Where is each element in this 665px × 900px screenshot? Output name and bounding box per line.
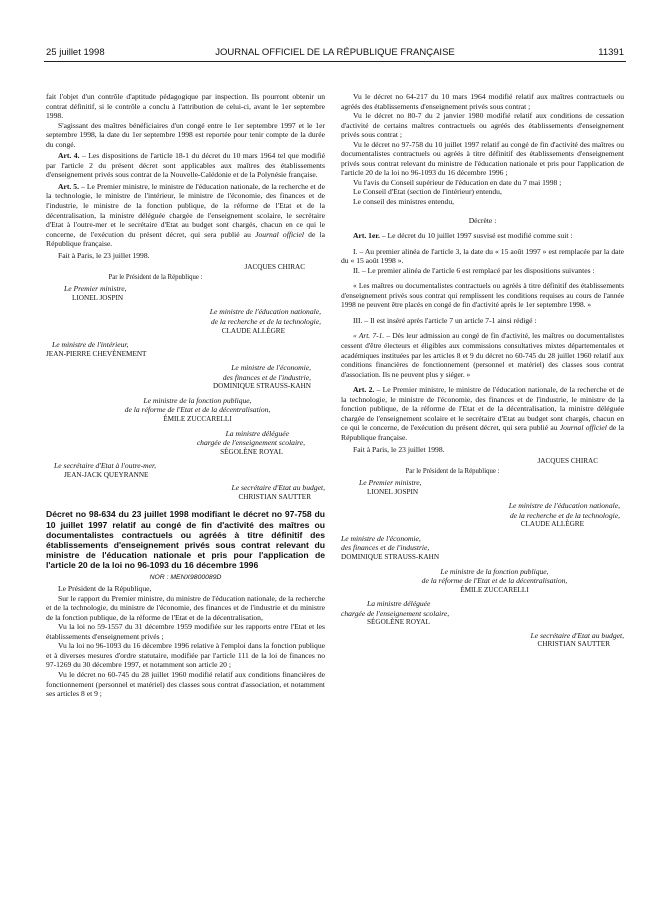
signatory-title: Le ministre de l'éducation nationale, bbox=[209, 307, 321, 317]
signatory-title: des finances et de l'industrie, bbox=[222, 372, 311, 382]
article-label: Art. 5. bbox=[58, 181, 79, 191]
article-text-end: de la République française. bbox=[341, 423, 624, 442]
paragraph: fait l'objet d'un contrôle d'aptitude pédagogique par inspection. Ils pourront obtenir un contrat définitif, si le contrôle a conclu à l'attribution de celui-ci, avant le 1er septembre 1998. bbox=[46, 92, 325, 121]
signatory-name: CHRISTIAN SAUTTER bbox=[537, 640, 610, 649]
signatory-title: chargée de l'enseignement scolaire, bbox=[341, 608, 450, 618]
header-date: 25 juillet 1998 bbox=[46, 47, 105, 58]
paragraph: Vu le décret no 80-7 du 2 janvier 1980 modifié relatif aux conditions de cessation d'activité de certains maîtres contractuels ou agréés des établissements d'enseignement privés sous contrat ; bbox=[341, 111, 624, 140]
paragraph: II. – Le premier alinéa de l'article 6 est remplacé par les dispositions suivantes : bbox=[353, 265, 595, 275]
signatory-name: SÉGOLÈNE ROYAL bbox=[220, 447, 283, 456]
page-header bbox=[46, 47, 624, 59]
paragraph: Vu le décret no 97-758 du 10 juillet 1997 relatif au congé de fin d'activité des maîtres ou documentalistes contractuels ou agréés à titre définitif des établissements d'enseignement privés sous contrat relevant du ministre de l'éducation nationale et pris pour l'application de l'article 20 de la loi no 96-1093 du 16 décembre 1996 ; bbox=[341, 139, 624, 178]
signatory-name: ÉMILE ZUCCARELLI bbox=[163, 414, 232, 423]
signatory-intro: Par le Président de la République : bbox=[108, 273, 203, 281]
article-2 bbox=[341, 385, 624, 442]
article-text: – Le Premier ministre, le ministre de l'éducation nationale, de la recherche et de la technologie, le ministre de l'économie, des finances et de l'industrie, le ministre de la fonction publique, de la réforme de l'Etat et de la décentralisation, la ministre déléguée chargée de l'enseignement scolaire et le secrétaire d'Etat au budget sont chargés, chacun en ce qui le concerne, de l'exécution du présent décret, qui sera publié au bbox=[341, 385, 624, 433]
signatory-title: Le Premier ministre, bbox=[359, 478, 422, 488]
journal-title: JOURNAL OFFICIEL DE LA RÉPUBLIQUE FRANÇAISE bbox=[215, 47, 455, 58]
paragraph: S'agissant des maîtres bénéficiaires d'un congé entre le 1er septembre 1997 et le 1er septembre 1998, la date du 1er septembre 1998 est reportée pour tenir compte de la durée du congé. bbox=[46, 120, 325, 149]
paragraph: Vu la loi no 59-1557 du 31 décembre 1959 modifiée sur les rapports entre l'Etat et les établissements d'enseignement privés ; bbox=[46, 622, 325, 641]
signatory-title: Le ministre de l'économie, bbox=[231, 363, 311, 373]
article-label: Art. 4. bbox=[58, 151, 80, 161]
article-text: – Le Premier ministre, le ministre de l'éducation nationale, de la recherche et de la technologie, le ministre de l'intérieur, le ministre de l'économie, des finances et de l'industrie, le ministre de la fonction publique, de la réforme de l'Etat et de la décentralisation, la ministre déléguée chargée de l'enseignement scolaire, le secrétaire d'Etat à l'outre-mer et le secrétaire d'Etat au budget sont chargés, chacun en ce qui le concerne, de l'exécution du présent décret, qui sera publié au bbox=[46, 181, 325, 239]
done-at: Fait à Paris, le 23 juillet 1998. bbox=[58, 250, 150, 260]
article-1 bbox=[341, 231, 624, 241]
header-rule bbox=[44, 61, 626, 62]
article-text-end: de la République française. bbox=[46, 229, 325, 249]
signatory-name: DOMINIQUE STRAUSS-KAHN bbox=[212, 382, 311, 391]
done-at: Fait à Paris, le 23 juillet 1998. bbox=[353, 444, 445, 454]
paragraph: Vu la loi no 96-1093 du 16 décembre 1996 relative à l'emploi dans la fonction publique et à diverses mesures d'ordre statutaire, modifiée par l'article 111 de la loi de finances no 97-1269 du 30 décembre 1997, et notamment son article 20 ; bbox=[46, 641, 325, 670]
signatory-name: SÉGOLÈNE ROYAL bbox=[367, 618, 430, 627]
signatory-title: Le ministre de la fonction publique, bbox=[440, 566, 549, 576]
signatures-block bbox=[341, 457, 624, 650]
signatory-name: LIONEL JOSPIN bbox=[72, 293, 124, 302]
paragraph: Vu le décret no 64-217 du 10 mars 1964 modifié relatif aux maîtres contractuels ou agréés des établissements d'enseignement privés sous contrat ; bbox=[341, 92, 624, 111]
article-4 bbox=[46, 151, 325, 180]
paragraph: Vu le décret no 60-745 du 28 juillet 1960 modifié relatif aux conditions financières de fonctionnement (personnel et matériel) des classes sous contrat d'association, et notamment ses articles 8 et 9 ; bbox=[46, 670, 325, 699]
signatures-block bbox=[46, 263, 325, 502]
signatory-name: ÉMILE ZUCCARELLI bbox=[460, 585, 529, 594]
journal-officiel-ref: Journal officiel bbox=[255, 229, 305, 239]
article-text: – Le décret du 10 juillet 1997 susvisé est modifié comme suit : bbox=[379, 231, 573, 241]
signatory-title: de la réforme de l'Etat et de la décentralisation, bbox=[421, 576, 568, 586]
signatory-title: Le ministre de l'intérieur, bbox=[52, 340, 129, 350]
signatory-title: chargée de l'enseignement scolaire, bbox=[196, 438, 305, 448]
article-text: – Les dispositions de l'article 18-1 du décret du 10 mars 1964 tel que modifié par l'article 2 du présent décret sont applicables aux maîtres des établissements d'enseignement privés sous contrat de la Nouvelle-Calédonie et de la Polynésie française. bbox=[46, 151, 325, 180]
signatory-title: Le secrétaire d'Etat au budget, bbox=[530, 630, 624, 640]
article-label: Art. 1er. bbox=[353, 231, 380, 241]
signatory-name: JEAN-JACK QUEYRANNE bbox=[64, 470, 149, 479]
signatory-title: Le ministre de la fonction publique, bbox=[143, 395, 252, 405]
signatory-title: Le secrétaire d'Etat à l'outre-mer, bbox=[54, 461, 157, 471]
signatory-title: Le ministre de l'économie, bbox=[341, 533, 421, 543]
signatory-title: La ministre déléguée bbox=[225, 428, 289, 438]
paragraph: III. – Il est inséré après l'article 7 un article 7-1 ainsi rédigé : bbox=[353, 315, 537, 325]
signatory-title: Le secrétaire d'Etat au budget, bbox=[231, 483, 325, 493]
nor-reference: NOR : MENX9800089D bbox=[149, 573, 222, 581]
paragraph: Sur le rapport du Premier ministre, du ministre de l'éducation nationale, de la recherche et de la technologie, du ministre de l'économie, des finances et de l'industrie et du ministre de la fonction publique, de la réforme de l'Etat et de la décentralisation, bbox=[46, 593, 325, 622]
signatory-name: DOMINIQUE STRAUSS-KAHN bbox=[341, 552, 440, 561]
paragraph: Le Conseil d'Etat (section de l'intérieur) entendu, bbox=[353, 187, 502, 197]
paragraph: Le Président de la République, bbox=[58, 584, 152, 594]
signatory-title: La ministre déléguée bbox=[367, 599, 431, 609]
signatory-title: Le Premier ministre, bbox=[64, 284, 127, 294]
journal-officiel-ref: Journal officiel bbox=[559, 423, 607, 433]
quoted-article bbox=[341, 331, 624, 379]
signatory-title: de la recherche et de la technologie, bbox=[509, 510, 620, 520]
signatory-title: de la recherche et de la technologie, bbox=[210, 317, 321, 327]
decrete-heading: Décrète : bbox=[468, 215, 497, 225]
article-text: – Dès leur admission au congé de fin d'activité, les maîtres ou documentalistes cessent d'être électeurs et éligibles aux commissions consultatives mixtes départementales et académiques instituées par les articles 8 et 9 du décret no 60-745 du 28 juillet 1960 relatif aux conditions financières de fonctionnement (personnel et matériel) des classes sous contrat d'association. Ils ne peuvent plus y siéger. » bbox=[341, 331, 624, 379]
article-label: Art. 2. bbox=[353, 385, 375, 395]
signatory-name: JACQUES CHIRAC bbox=[537, 457, 598, 466]
signatory-name: CHRISTIAN SAUTTER bbox=[238, 492, 311, 501]
paragraph: Vu l'avis du Conseil supérieur de l'éducation en date du 7 mai 1998 ; bbox=[353, 177, 562, 187]
article-label: « Art. 7-1. bbox=[353, 331, 385, 341]
paragraph: Le conseil des ministres entendu, bbox=[353, 197, 455, 207]
quoted-paragraph: « Les maîtres ou documentalistes contractuels ou agréés à titre définitif des établissements d'enseignement privés sous contrat qui remplissent les conditions requises au cours de l'année 1998 ne peuvent être placés en congé de fin d'activité après le 1er septembre 1998. » bbox=[341, 281, 624, 310]
paragraph: I. – Au premier alinéa de l'article 3, la date du « 15 août 1997 » est remplacée par la date du « 15 août 1998 ». bbox=[341, 246, 624, 266]
left-column bbox=[46, 92, 325, 699]
signatory-title: des finances et de l'industrie, bbox=[341, 543, 430, 553]
right-column bbox=[341, 92, 624, 650]
signatory-intro: Par le Président de la République : bbox=[405, 467, 500, 475]
article-5 bbox=[46, 182, 325, 249]
page-number: 11391 bbox=[598, 47, 624, 58]
signatory-title: de la réforme de l'Etat et de la décentralisation, bbox=[124, 405, 271, 415]
signatory-name: CLAUDE ALLÈGRE bbox=[520, 520, 584, 529]
signatory-name: JEAN-PIERRE CHEVÈNEMENT bbox=[46, 349, 147, 358]
decree-title: Décret no 98-634 du 23 juillet 1998 modifiant le décret no 97-758 du 10 juillet 1997 relatif au congé de fin d'activité des maîtres ou documentalistes contractuels ou agréés à titre définitif des établissements d'enseignement privés sous contrat relevant du ministre de l'éducation nationale et pris pour l'application de l'article 20 de la loi no 96-1093 du 16 décembre 1996 bbox=[46, 509, 325, 571]
signatory-name: JACQUES CHIRAC bbox=[244, 263, 305, 272]
signatory-title: Le ministre de l'éducation nationale, bbox=[508, 501, 620, 511]
signatory-name: LIONEL JOSPIN bbox=[367, 487, 419, 496]
signatory-name: CLAUDE ALLÈGRE bbox=[221, 326, 285, 335]
